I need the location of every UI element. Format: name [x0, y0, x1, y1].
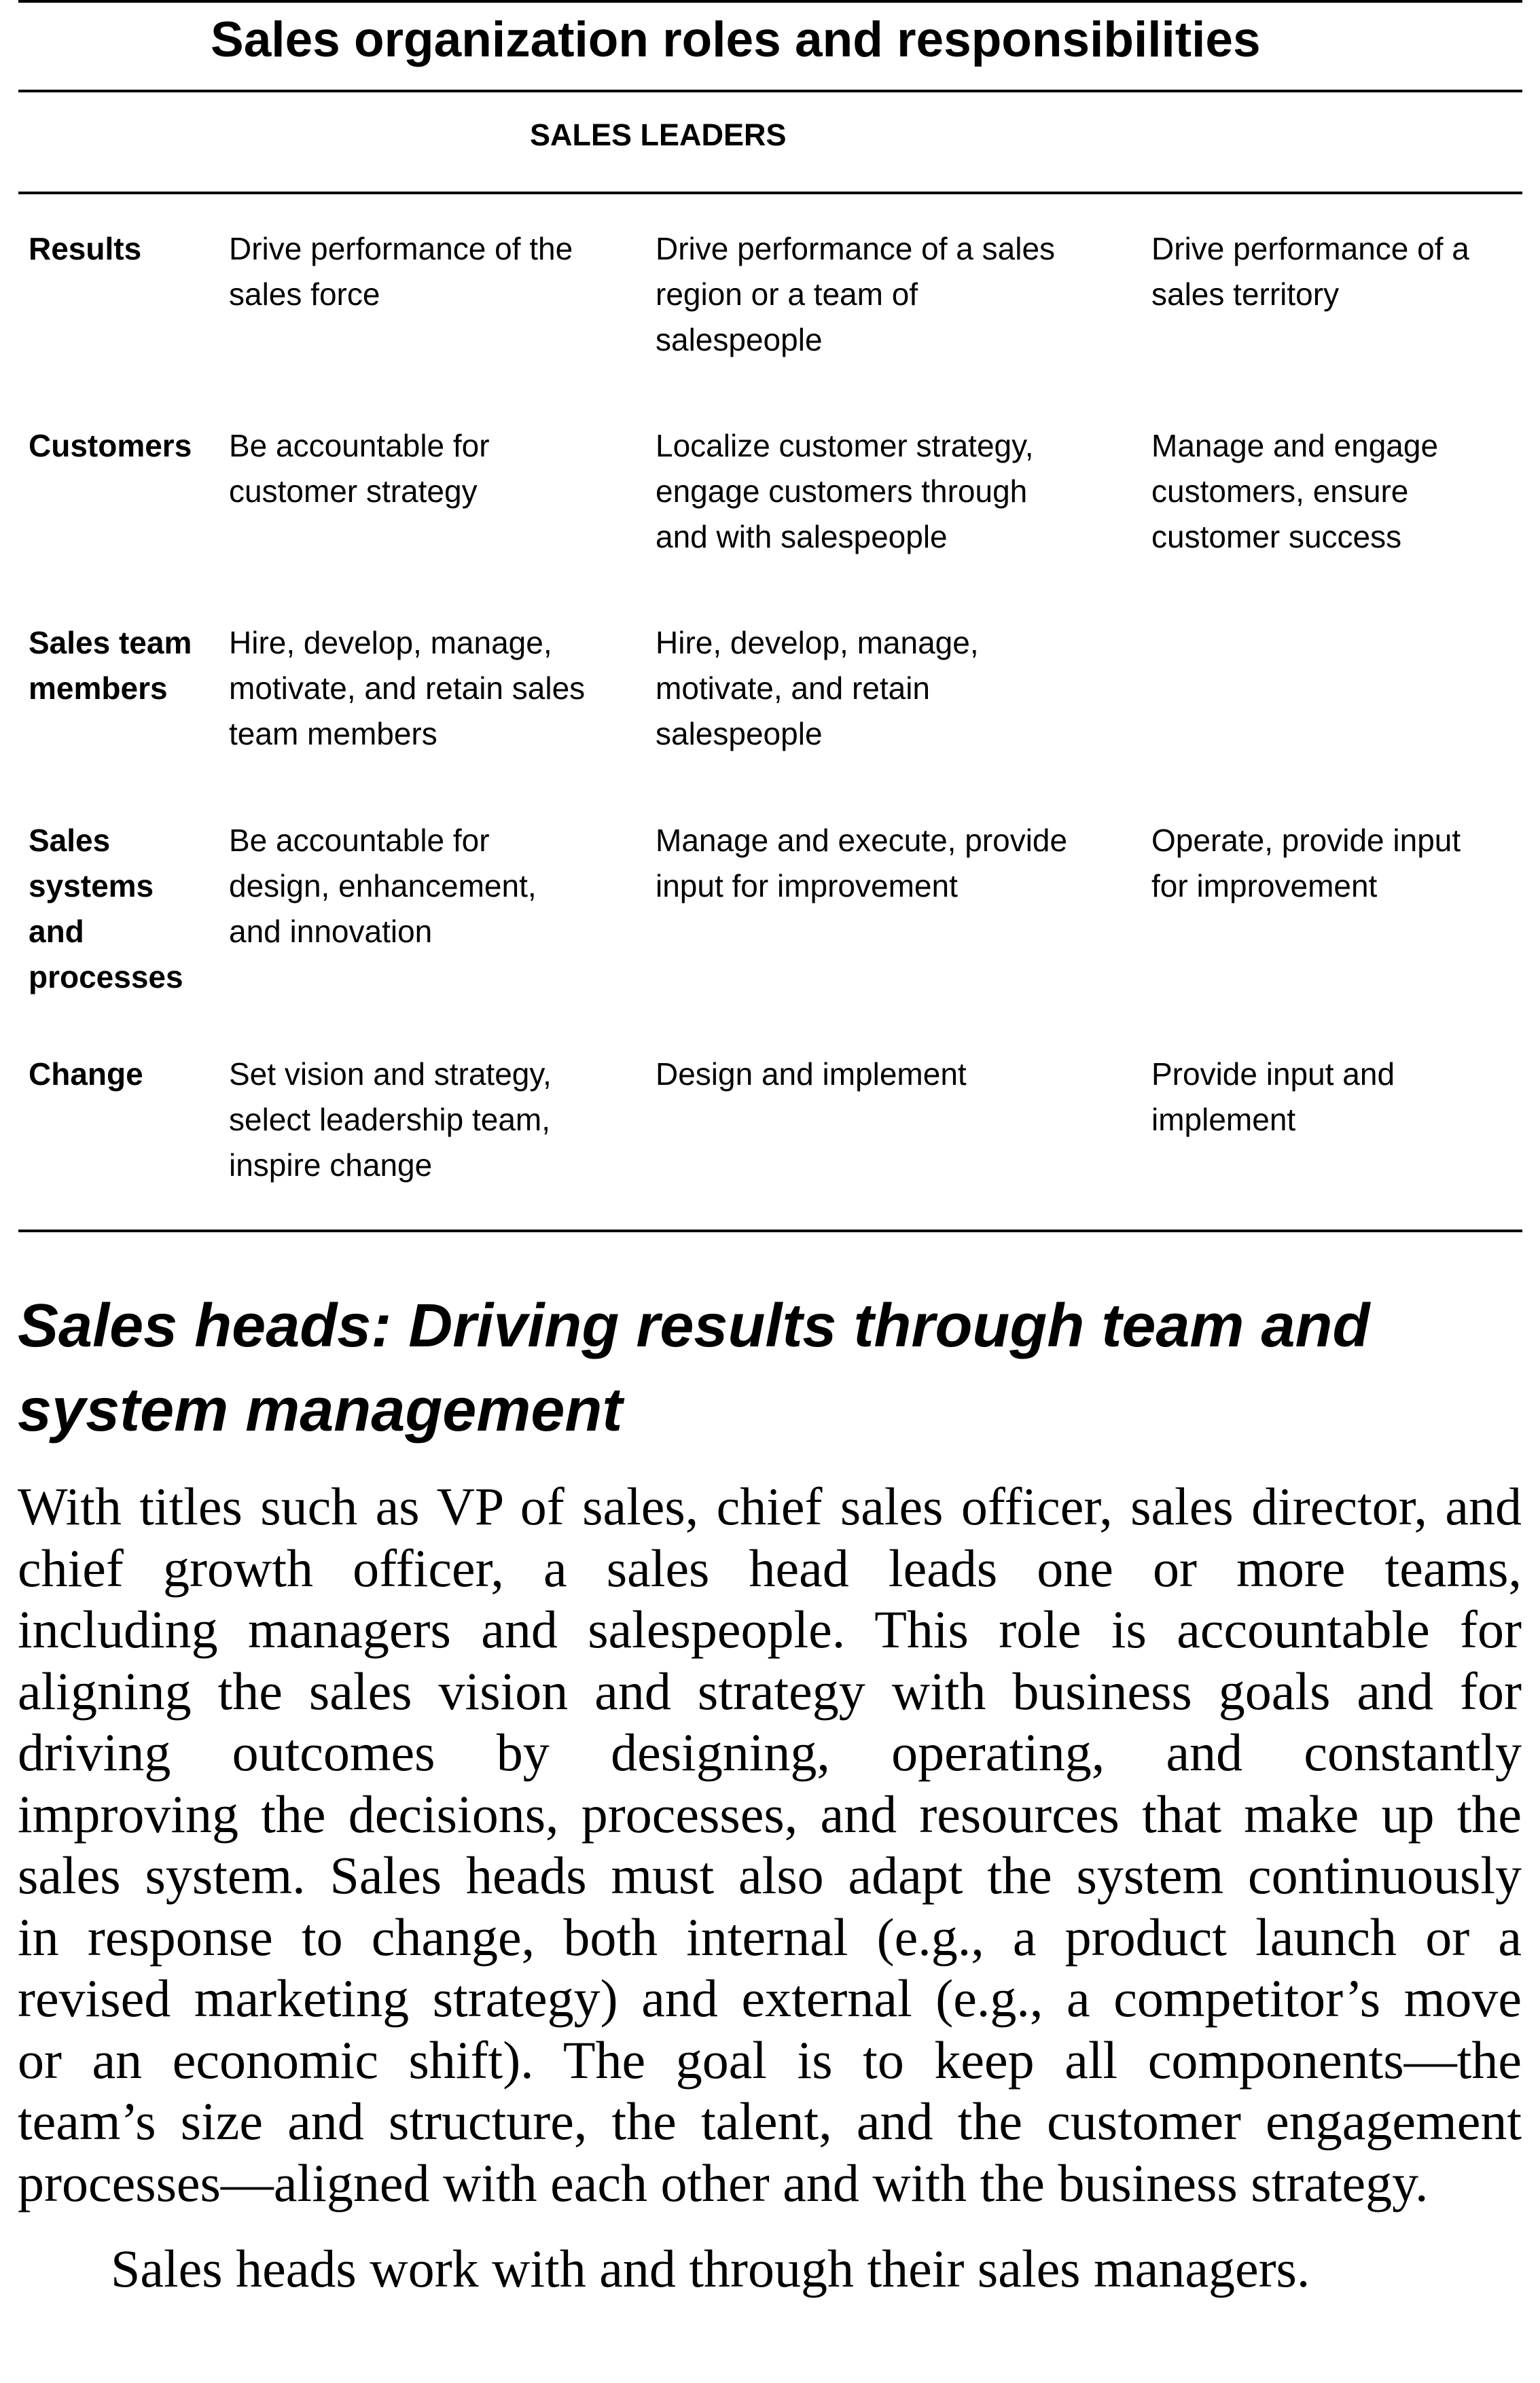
- row-label: Sales team members: [29, 625, 192, 706]
- table-top-rule: [18, 0, 1522, 3]
- paragraph-line: chief growth officer, a sales head leads one or more teams,: [18, 1538, 1522, 1598]
- header-rule: [18, 192, 1522, 194]
- table-row-change: [0, 1052, 1540, 1242]
- table-cell: Hire, develop, manage, motivate, and retain sales team members: [229, 625, 586, 751]
- table-cell: Design and implement: [656, 1056, 967, 1092]
- paragraph-line: processes—aligned with each other and with the business strategy.: [18, 2153, 1429, 2212]
- table-row-sales-systems: [0, 818, 1540, 1008]
- title-rule: [18, 90, 1522, 92]
- table-row-customers: [0, 423, 1540, 613]
- table-cell: Drive performance of a sales region or a team of salespeople: [656, 231, 1056, 357]
- table-cell: Manage and execute, provide input for improvement: [656, 823, 1068, 903]
- paragraph-line: With titles such as VP of sales, chief sales officer, sales director, and: [18, 1477, 1522, 1536]
- paragraph-line: Sales heads work with and through their sales managers.: [111, 2239, 1310, 2298]
- column-group-header: SALES LEADERS: [530, 118, 787, 152]
- paragraph-line: sales system. Sales heads must also adapt the system continuously: [18, 1846, 1522, 1905]
- paragraph-line: improving the decisions, processes, and resources that make up the: [18, 1784, 1522, 1844]
- paragraph-line: driving outcomes by designing, operating, and constantly: [18, 1723, 1522, 1782]
- row-label: Customers: [29, 428, 192, 463]
- table-cell: Be accountable for design, enhancement, and innovation: [229, 823, 537, 949]
- table-cell: Localize customer strategy, engage customers through and with salespeople: [656, 428, 1034, 554]
- paragraph-line: or an economic shift). The goal is to keep all components—the: [18, 2030, 1522, 2090]
- table-cell: Be accountable for customer strategy: [229, 428, 490, 509]
- table-title: Sales organization roles and responsibilities: [211, 12, 1261, 67]
- table-cell: Manage and engage customers, ensure customer success: [1151, 428, 1439, 554]
- section-heading: [18, 1284, 1522, 1452]
- section-heading-line: Sales heads: Driving results through team and: [18, 1292, 1370, 1360]
- row-label: Sales systems and processes: [29, 823, 183, 995]
- table-cell: Hire, develop, manage, motivate, and retain salespeople: [656, 625, 979, 751]
- table-row-results: [0, 226, 1540, 416]
- table-cell: Provide input and implement: [1151, 1056, 1395, 1137]
- paragraph-line: revised marketing strategy) and external (e.g., a competitor’s move: [18, 1969, 1522, 2028]
- paragraph-line: including managers and salespeople. This role is accountable for: [18, 1600, 1522, 1659]
- row-label: Results: [29, 231, 142, 266]
- paragraph-line: in response to change, both internal (e.g., a product launch or a: [18, 1907, 1522, 1967]
- table-cell: Operate, provide input for improvement: [1151, 823, 1461, 903]
- table-cell: Drive performance of a sales territory: [1151, 231, 1469, 312]
- body-paragraph: [18, 2238, 1522, 2300]
- paragraph-line: team’s size and structure, the talent, and the customer engagement: [18, 2092, 1522, 2151]
- row-label: Change: [29, 1056, 143, 1092]
- table-row-sales-team-members: [0, 620, 1540, 810]
- body-paragraph: [18, 1476, 1522, 2214]
- section-heading-line: system management: [18, 1376, 623, 1444]
- table-cell: Drive performance of the sales force: [229, 231, 573, 312]
- table-cell: Set vision and strategy, select leadership team, inspire change: [229, 1056, 552, 1183]
- paragraph-line: aligning the sales vision and strategy with business goals and for: [18, 1661, 1522, 1721]
- table-bottom-rule: [18, 1230, 1522, 1232]
